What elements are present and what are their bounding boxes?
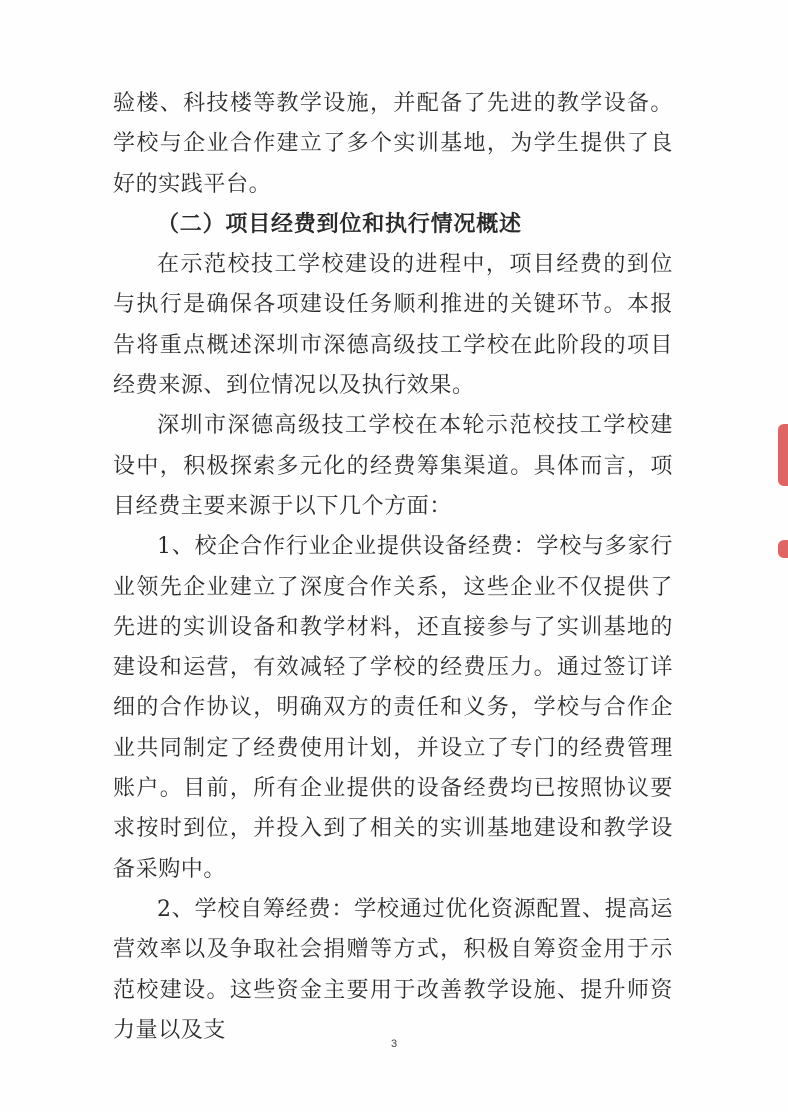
paragraph-self-raised-funding: 2、学校自筹经费：学校通过优化资源配置、提高运营效率以及争取社会捐赠等方式，积极自筹资金用于示范校建设。这些资金主要用于改善教学设施、提升师资力量以及支 (113, 896, 673, 1043)
paragraph-funding-sources: 深圳市深德高级技工学校在本轮示范校技工学校建设中，积极探索多元化的经费筹集渠道。具体而言，项目经费主要来源于以下几个方面： (113, 413, 673, 519)
section-heading: （二）项目经费到位和执行情况概述 (157, 211, 522, 237)
paragraph-enterprise-funding: 1、校企合作行业企业提供设备经费：学校与多家行业领先企业建立了深度合作关系，这些企业不仅提供了先进的实训设备和教学材料，还直接参与了实训基地的建设和运营，有效减轻了学校的经费压力。通过签订详细的合作协议，明确双方的责任和义务，学校与合作企业共同制定了经费使用计划，并设立了专门的经费管理账户。目前，所有企业提供的设备经费均已按照协议要求按时到位，并投入到了相关的实训基地建设和教学设备采购中。 (113, 534, 673, 882)
page-number: 3 (390, 1038, 398, 1050)
document-body (113, 84, 673, 1051)
paragraph-continuation: 验楼、科技楼等教学设施，并配备了先进的教学设备。学校与企业合作建立了多个实训基地，为学生提供了良好的实践平台。 (113, 91, 673, 197)
paragraph-overview: 在示范校技工学校建设的进程中，项目经费的到位与执行是确保各项建设任务顺利推进的关键环节。本报告将重点概述深圳市深德高级技工学校在此阶段的项目经费来源、到位情况以及执行效果。 (113, 252, 673, 399)
seal-stamp-edge (778, 424, 788, 486)
seal-stamp-edge-lower (778, 540, 788, 558)
